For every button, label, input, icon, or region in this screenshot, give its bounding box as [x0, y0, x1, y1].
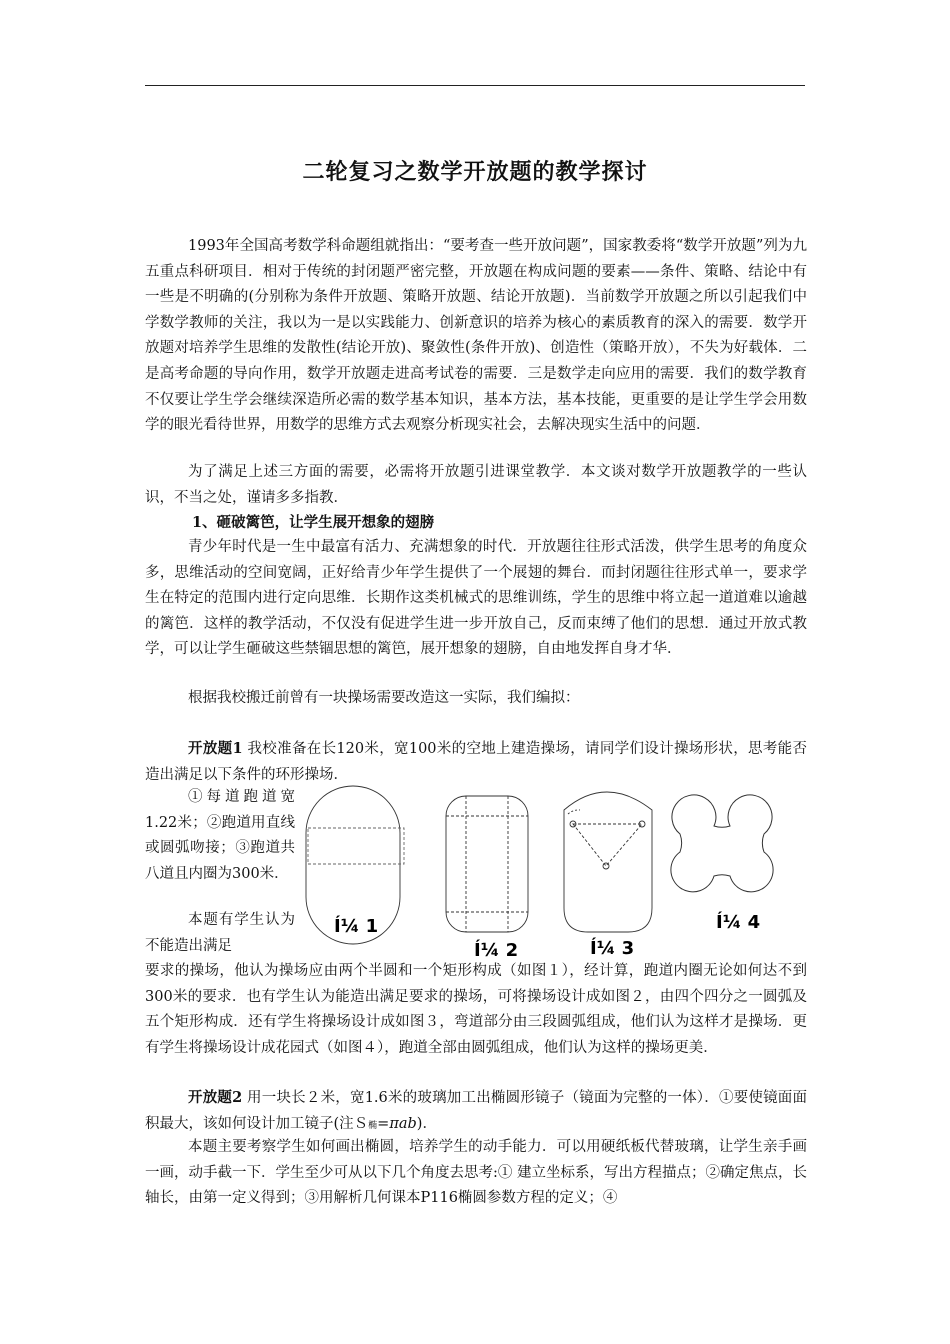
- problem-2-equals: =: [377, 1115, 390, 1132]
- figure-4-track: [671, 795, 773, 892]
- figure-3-label: Í¼ 3: [590, 938, 635, 959]
- problem-1-label: 开放题1: [188, 740, 243, 757]
- section-1-heading: 1、砸破篱笆，让学生展开想象的翅膀: [192, 514, 435, 531]
- section-1-paragraph-2: 根据我校搬迁前曾有一块操场需要改造这一实际，我们编拟：: [188, 690, 580, 706]
- figure-4-label: Í¼ 4: [716, 912, 761, 933]
- header-rule: [145, 85, 805, 86]
- track-figures: [300, 780, 810, 970]
- problem-2-discussion: 本题主要考察学生如何画出椭圆，培养学生的动手能力．可以用硬纸板代替玻璃，让学生亲手画一画，动手截一下．学生至少可从以下几个角度去思考:① 建立坐标系，写出方程描点；②确定焦点，长轴长，由第一定义得到；③用解析几何课本P116椭圆参数方程的定义；④: [145, 1139, 807, 1207]
- ellipse-area-formula: πab: [389, 1115, 417, 1132]
- figure-3-track: [564, 792, 652, 932]
- figure-2-label: Í¼ 2: [474, 940, 519, 961]
- figure-1-label: Í¼ 1: [334, 916, 379, 937]
- problem-2-subscript: 椭: [368, 1120, 378, 1131]
- problem-1-discussion-start: 本题有学生认为不能造出满足: [145, 912, 295, 954]
- problem-2-label: 开放题2: [188, 1089, 243, 1106]
- figure-2-track: [446, 796, 528, 932]
- problem-2-text: 用一块长２米，宽1.6米的玻璃加工出椭圆形镜子（镜面为完整的一体）．①要使镜面面积最大，该如何设计加工镜子(注Ｓ: [145, 1090, 808, 1132]
- intro-paragraph-2: 为了满足上述三方面的需要，必需将开放题引进课堂教学．本文谈对数学开放题教学的一些认识，不当之处，谨请多多指教．: [145, 464, 807, 506]
- problem-2: [145, 1085, 807, 1139]
- problem-1-discussion: 要求的操场，他认为操场应由两个半圆和一个矩形构成（如图１），经计算，跑道内圈无论如何达不到300米的要求．也有学生认为能造出满足要求的操场，可将操场设计成如图２，由四个四分之一圆弧及五个矩形构成．还有学生将操场设计成如图３，弯道部分由三段圆弧组成，他们认为这样才是操场．更有学生将操场设计成花园式（如图４），跑道全部由圆弧组成，他们认为这样的操场更美．: [145, 963, 807, 1056]
- intro-paragraph-1: 1993年全国高考数学科命题组就指出：“要考查一些开放问题”，国家教委将“数学开放题”列为九五重点科研项目．相对于传统的封闭题严密完整，开放题在构成问题的要素——条件、策略、结论中有一些是不明确的(分别称为条件开放题、策略开放题、结论开放题)．当前数学开放题之所以引起我们中学数学教师的关注，我以为一是以实践能力、创新意识的培养为核心的素质教育的深入的需要．数学开放题对培养学生思维的发散性(结论开放)、聚敛性(条件开放)、创造性（策略开放），不失为好载体．二是高考命题的导向作用，数学开放题走进高考试卷的需要．三是数学走向应用的需要．我们的数学教育不仅要让学生学会继续深造所必需的数学基本知识，基本方法，基本技能，更重要的是让学生学会用数学的眼光看待世界，用数学的思维方式去观察分析现实社会，去解决现实生活中的问题．: [145, 238, 807, 434]
- section-1-paragraph-1: 青少年时代是一生中最富有活力、充满想象的时代．开放题往往形式活泼，供学生思考的角度众多，思维活动的空间宽阔，正好给青少年学生提供了一个展翅的舞台．而封闭题往往形式单一，要求学生在特定的范围内进行定向思维．长期作这类机械式的思维训练，学生的思维中将立起一道道难以逾越的篱笆．这样的教学活动，不仅没有促进学生进一步开放自己，反而束缚了他们的思想．通过开放式教学，可以让学生砸破这些禁锢思想的篱笆，展开想象的翅膀，自由地发挥自身才华．: [145, 539, 807, 658]
- problem-2-text-end: )．: [416, 1115, 437, 1132]
- problem-1-text: 我校准备在长120米，宽100米的空地上建造操场，请同学们设计操场形状，思考能否造出满足以下条件的环形操场．: [145, 741, 807, 783]
- page-title: 二轮复习之数学开放题的教学探讨: [302, 160, 648, 185]
- problem-1-conditions: ①每道跑道宽1.22米；②跑道用直线或圆弧吻接；③跑道共八道且内圈为300米．: [145, 789, 295, 882]
